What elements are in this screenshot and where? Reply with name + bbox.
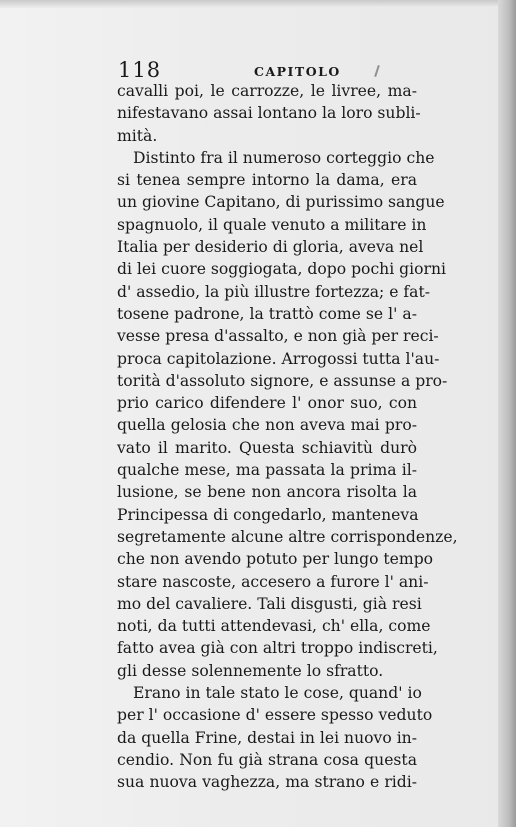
text-line: prio carico difendere l' onor suo, con — [117, 394, 417, 413]
text-line: si tenea sempre intorno la dama, era — [117, 171, 417, 190]
text-line: stare nascoste, accesero a furore l' ani- — [117, 572, 429, 591]
page-top-shadow — [0, 0, 516, 8]
text-line: vato il marito. Questa schiavitù durò — [117, 438, 417, 457]
text-line: Italia per desiderio di gloria, aveva nel — [117, 238, 424, 257]
text-line: Principessa di congedarlo, manteneva — [117, 505, 419, 524]
text-line: mità. — [117, 126, 158, 145]
text-line: mo del cavaliere. Tali disgusti, già resi — [117, 594, 422, 613]
text-line: per l' occasione d' essere spesso veduto — [117, 706, 433, 725]
text-line: un giovine Capitano, di purissimo sangue — [117, 193, 445, 212]
text-line: sua nuova vaghezza, ma strano e ridi- — [117, 773, 417, 792]
page-right-edge — [498, 0, 516, 827]
text-line: vesse presa d'assalto, e non già per reci- — [117, 327, 439, 346]
text-line: torità d'assoluto signore, e assunse a pro- — [117, 371, 448, 390]
body-text — [117, 80, 458, 794]
text-line: noti, da tutti attendevasi, ch' ella, come — [117, 617, 431, 636]
text-line: Erano in tale stato le cose, quand' io — [133, 684, 422, 703]
text-line: qualche mese, ma passata la prima il- — [117, 461, 417, 480]
text-line: proca capitolazione. Arrogossi tutta l'au- — [117, 349, 440, 368]
text-line: da quella Frine, destai in lei nuovo in- — [117, 728, 417, 747]
text-line: Distinto fra il numeroso corteggio che — [133, 148, 435, 167]
text-line: che non avendo potuto per lungo tempo — [117, 550, 434, 569]
text-line: fatto avea già con altri troppo indiscreti, — [117, 639, 438, 658]
text-line: spagnuolo, il quale venuto a militare in — [117, 215, 427, 234]
text-line: gli desse solennemente lo sfratto. — [117, 661, 384, 680]
text-line: d' assedio, la più illustre fortezza; e fat- — [117, 282, 430, 301]
text-line: lusione, se bene non ancora risolta la — [117, 483, 417, 502]
text-line: tosene padrone, la trattò come se l' a- — [117, 304, 417, 323]
running-head: CAPITOLO — [254, 64, 341, 79]
text-line: quella gelosia che non aveva mai pro- — [117, 416, 417, 435]
text-line: nifestavano assai lontano la loro subli- — [117, 104, 421, 123]
text-line: cendio. Non fu già strana cosa questa — [117, 750, 417, 769]
page-header — [118, 58, 408, 80]
page-number: 118 — [118, 58, 162, 82]
text-line: cavalli poi, le carrozze, le livree, ma- — [117, 82, 417, 100]
text-line: di lei cuore soggiogata, dopo pochi giorni — [117, 260, 447, 279]
text-line: segretamente alcune altre corrispondenze, — [117, 527, 458, 546]
